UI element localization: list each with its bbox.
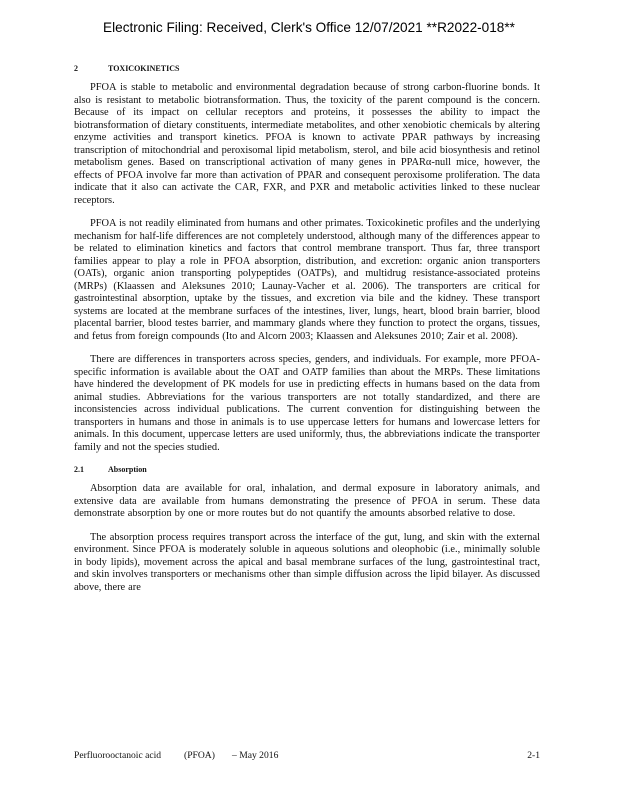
- page-footer: [74, 750, 540, 761]
- paragraph: The absorption process requires transport across the interface of the gut, lung, and skin with the external environment. Since PFOA is moderately soluble in aqueous solutions and oleophobic (i.e., minimally soluble in body lipids), movement across the apical and basal membrane surfaces of the lung, gastrointestinal tract, and skin involves transporters or mechanisms other than simple diffusion across the lipid bilayer. As discussed above, there are: [74, 531, 540, 593]
- footer-title: Perfluorooctanoic acid: [74, 750, 162, 761]
- paragraph: Absorption data are available for oral, inhalation, and dermal exposure in laboratory animals, and extensive data are available from humans demonstrating the presence of PFOA in serum. These data demonstrate absorption by one or more routes but do not quantify the amounts absorbed relative to dose.: [74, 483, 540, 519]
- paragraph: PFOA is not readily eliminated from humans and other primates. Toxicokinetic profiles and the underlying mechanism for half-life differences are not completely understood, although many of the differences appear to be related to elimination kinetics and factors that control membrane transport. Thus far, three transport families appear to play a role in PFOA absorption, distribution, and excretion: organic anion transporters (OATs), organic anion transporting polypeptides (OATPs), and multidrug resistance-associated proteins (MRPs) (Klaassen and Aleksunes 2010; Launay-Vacher et al. 2006). The transporters are critical for gastrointestinal absorption, uptake by the tissues, and excretion via bile and the kidney. These transport systems are located at the membrane surfaces of the intestines, liver, lungs, heart, blood brain barrier, blood placental barrier, blood testes barrier, and mammary glands where they function to protect the organs, tissues, and fetus from foreign compounds (Ito and Alcorn 2003; Klaassen and Aleksunes 2010; Zair et al. 2008).: [74, 218, 540, 342]
- subsection-number: 2.1: [74, 465, 84, 474]
- document-body: [74, 62, 540, 605]
- footer-date: – May 2016: [232, 750, 279, 761]
- section-number: 2: [74, 64, 78, 73]
- filing-stamp-header: Electronic Filing: Received, Clerk's Office 12/07/2021 **R2022-018**: [103, 20, 515, 35]
- paragraph: PFOA is stable to metabolic and environmental degradation because of strong carbon-fluorine bonds. It also is resistant to metabolic biotransformation. Thus, the toxicity of the parent compound is the concern. Because of its impact on cellular receptors and proteins, it possesses the ability to impact the biotransformation of dietary constituents, intermediate metabolites, and other xenobiotic chemicals by altering enzyme activities and transport kinetics. PFOA is known to activate PPAR pathways by increasing transcription of mitochondrial and peroxisomal lipid metabolism, sterol, and bile acid biosynthesis and retinol metabolism genes. Based on transcriptional activation of many genes in PPARα-null mice, however, the effects of PFOA involve far more than activation of PPAR and consequent peroxisome proliferation. The data indicate that it also can activate the CAR, FXR, and PXR and metabolic activities linked to these nuclear receptors.: [74, 82, 540, 206]
- section-heading: [74, 64, 540, 73]
- paragraph: There are differences in transporters across species, genders, and individuals. For example, more PFOA-specific information is available about the OAT and OATP families than about the MRPs. These limitations have hindered the development of PK models for use in predicting effects in humans based on the data from animal studies. Abbreviations for the various transporters are not totally standardized, and there are inconsistencies across individual publications. The current convention for distinguishing between the transporters in humans and those in animals is to use uppercase letters for humans and lowercase letters for animals. In this document, uppercase letters are used uniformly, thus, the abbreviations indicate the transporter family and not the species studied.: [74, 354, 540, 453]
- subsection-title: Absorption: [108, 465, 147, 474]
- footer-abbreviation: (PFOA): [184, 750, 215, 761]
- subsection-heading: [74, 465, 540, 474]
- page-number: 2-1: [527, 750, 540, 761]
- section-title: TOXICOKINETICS: [108, 64, 180, 73]
